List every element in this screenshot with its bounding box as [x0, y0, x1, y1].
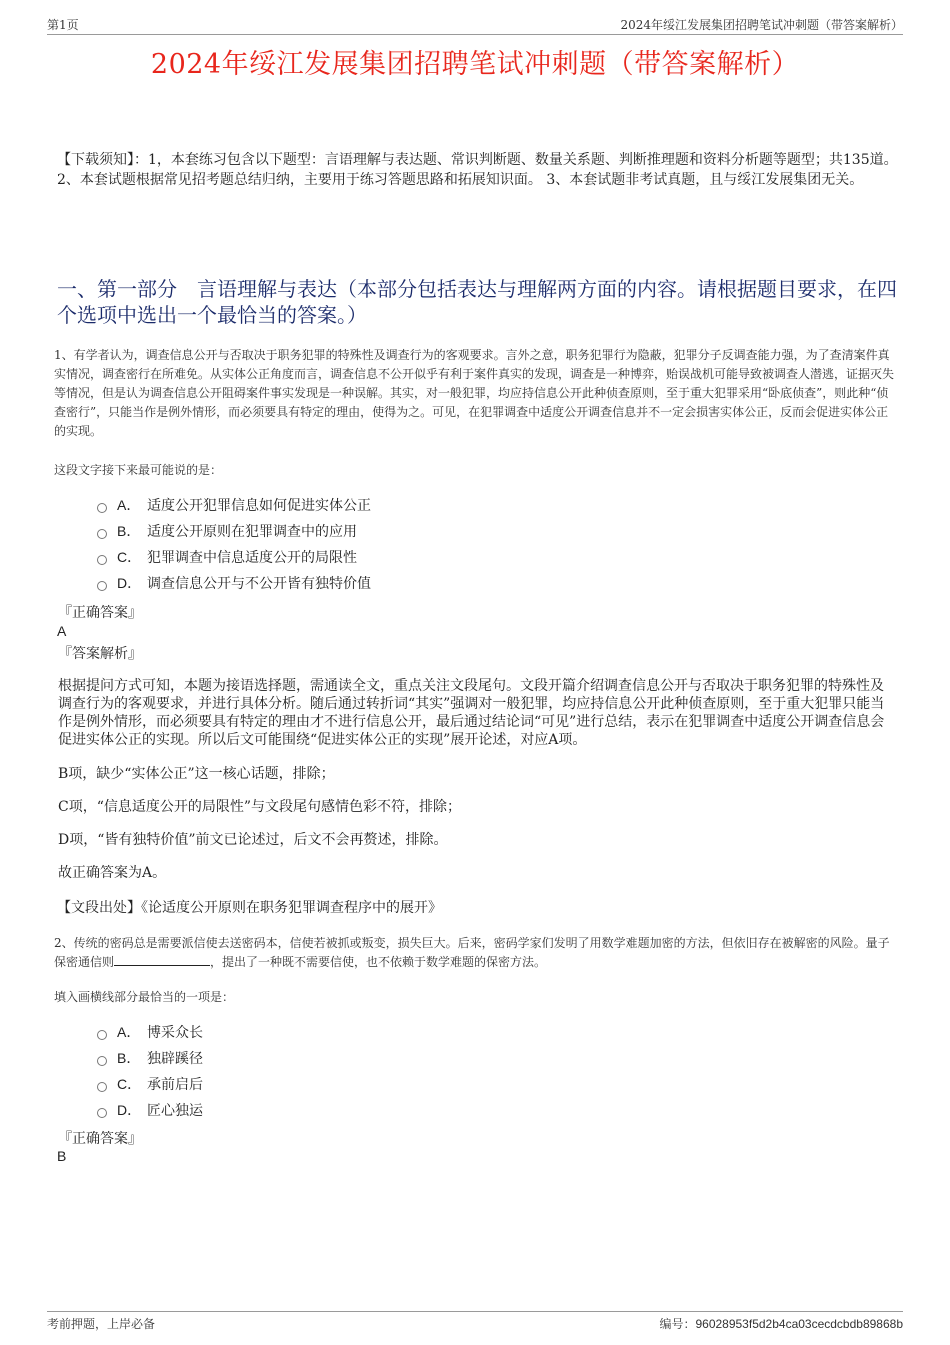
option-a[interactable]: [97, 492, 371, 518]
option-letter: C．: [117, 1076, 142, 1092]
analysis-conclusion: 故正确答案为A。: [58, 865, 167, 881]
option-b[interactable]: [97, 518, 371, 544]
analysis-label: 『答案解析』: [58, 646, 142, 662]
source-citation: 【文段出处】《论适度公开原则在职务犯罪调查程序中的展开》: [57, 900, 442, 916]
question-1-options: [97, 492, 371, 596]
code-label: 编号：: [659, 1317, 696, 1331]
radio-icon[interactable]: [97, 503, 107, 513]
analysis-paragraph: 根据提问方式可知，本题为接语选择题，需通读全文，重点关注文段尾句。文段开篇介绍调查信息公开与否取决于职务犯罪的特殊性及调查行为的客观要求，并进行具体分析。随后通过转折词“其实”强调对一般犯罪，均应持信息公开此种侦查原则，至于重大犯罪只能当作是例外情形，而必须要具有特定的理由才不进行信息公开，最后通过结论词“可见”进行总结，表示在犯罪调查中适度公开调查信息会促进实体公正的实现。所以后文可能围绕“促进实体公正的实现”展开论述，对应A项。: [58, 678, 885, 748]
radio-icon[interactable]: [97, 1056, 107, 1066]
option-letter: A．: [117, 497, 141, 513]
page-footer: [47, 1311, 903, 1334]
option-text: 犯罪调查中信息适度公开的局限性: [147, 550, 357, 566]
answer-label: 『正确答案』: [58, 1131, 142, 1147]
option-c[interactable]: [97, 544, 371, 570]
radio-icon[interactable]: [97, 581, 107, 591]
footer-slogan: 考前押题，上岸必备: [47, 1317, 156, 1331]
option-letter: B．: [117, 523, 141, 539]
option-text: 匠心独运: [147, 1103, 203, 1119]
document-title: 2024年绥江发展集团招聘笔试冲刺题（带答案解析）: [150, 49, 800, 80]
answer-value: B: [57, 1148, 67, 1164]
document-code: [659, 1315, 903, 1332]
option-b[interactable]: [97, 1045, 203, 1071]
question-2-text-after: ，提出了一种既不需要信使，也不依赖于数学难题的保密方法。: [210, 955, 547, 969]
question-2-prompt: 填入画横线部分最恰当的一项是：: [54, 990, 235, 1004]
code-value: 96028953f5d2b4ca03cecdcbdb89868b: [695, 1317, 903, 1331]
analysis-option-b: B项，缺少“实体公正”这一核心话题，排除；: [58, 766, 335, 782]
option-text: 承前启后: [147, 1077, 203, 1093]
analysis-option-d: D项，“皆有独特价值”前文已论述过，后文不会再赘述，排除。: [58, 832, 448, 848]
download-notice: 【下载须知】：1，本套练习包含以下题型：言语理解与表达题、常识判断题、数量关系题、判断推理题和资料分析题等题型；共135道。 2、本套试题根据常见招考题总结归纳，主要用于练习答题思路和拓展知识面。 3、本套试题非考试真题，且与绥江发展集团无关。: [57, 152, 898, 188]
radio-icon[interactable]: [97, 555, 107, 565]
page-header: [47, 14, 903, 35]
fill-blank: [114, 953, 210, 966]
option-text: 适度公开原则在犯罪调查中的应用: [147, 524, 357, 540]
answer-value: A: [57, 623, 67, 639]
section-heading: 一、第一部分 言语理解与表达（本部分包括表达与理解两方面的内容。请根据题目要求，在四个选项中选出一个最恰当的答案。）: [57, 277, 897, 327]
option-d[interactable]: [97, 1097, 203, 1123]
radio-icon[interactable]: [97, 1108, 107, 1118]
option-c[interactable]: [97, 1071, 203, 1097]
question-2-text-before: 2、传统的密码总是需要派信使去送密码本，信使若被抓或叛变，损失巨大。后来，密码学家们发明了用数学难题加密的方法，但依旧存在被解密的风险。量子保密通信则: [54, 936, 890, 969]
option-text: 适度公开犯罪信息如何促进实体公正: [147, 498, 371, 514]
option-a[interactable]: [97, 1019, 203, 1045]
radio-icon[interactable]: [97, 1082, 107, 1092]
analysis-option-c: C项，“信息适度公开的局限性”与文段尾句感情色彩不符，排除；: [58, 799, 462, 815]
option-letter: D．: [117, 575, 142, 591]
option-letter: C．: [117, 549, 142, 565]
option-letter: D．: [117, 1102, 142, 1118]
page-number: 第1页: [47, 18, 79, 32]
answer-label: 『正确答案』: [58, 605, 142, 621]
option-letter: B．: [117, 1050, 141, 1066]
option-d[interactable]: [97, 570, 371, 596]
option-text: 调查信息公开与不公开皆有独特价值: [147, 576, 371, 592]
question-1-text: 1、有学者认为，调查信息公开与否取决于职务犯罪的特殊性及调查行为的客观要求。言外之意，职务犯罪行为隐蔽，犯罪分子反调查能力强，为了查清案件真实情况，调查密行在所难免。从实体公正角度而言，调查信息不公开似乎有利于案件真实的发现，调查是一种博弈，贻误战机可能导致被调查人潜逃，证据灭失等情况，但是认为调查信息公开阻碍案件事实发现是一种误解。其实，对一般犯罪，均应持信息公开此种侦查原则，至于重大犯罪采用“卧底侦查”，则此种“侦查密行”，只能当作是例外情形，而必须要具有特定的理由，使得为之。可见，在犯罪调查中适度公开调查信息并不一定会损害实体公正，反而会促进实体公正的实现。: [54, 348, 895, 438]
option-text: 博采众长: [147, 1025, 203, 1041]
radio-icon[interactable]: [97, 1030, 107, 1040]
header-doc-title: 2024年绥江发展集团招聘笔试冲刺题（带答案解析）: [620, 18, 903, 32]
question-1-prompt: 这段文字接下来最可能说的是：: [54, 463, 223, 477]
question-2-options: [97, 1019, 203, 1123]
option-text: 独辟蹊径: [147, 1051, 203, 1067]
question-2-text: [54, 934, 899, 972]
radio-icon[interactable]: [97, 529, 107, 539]
option-letter: A．: [117, 1024, 141, 1040]
